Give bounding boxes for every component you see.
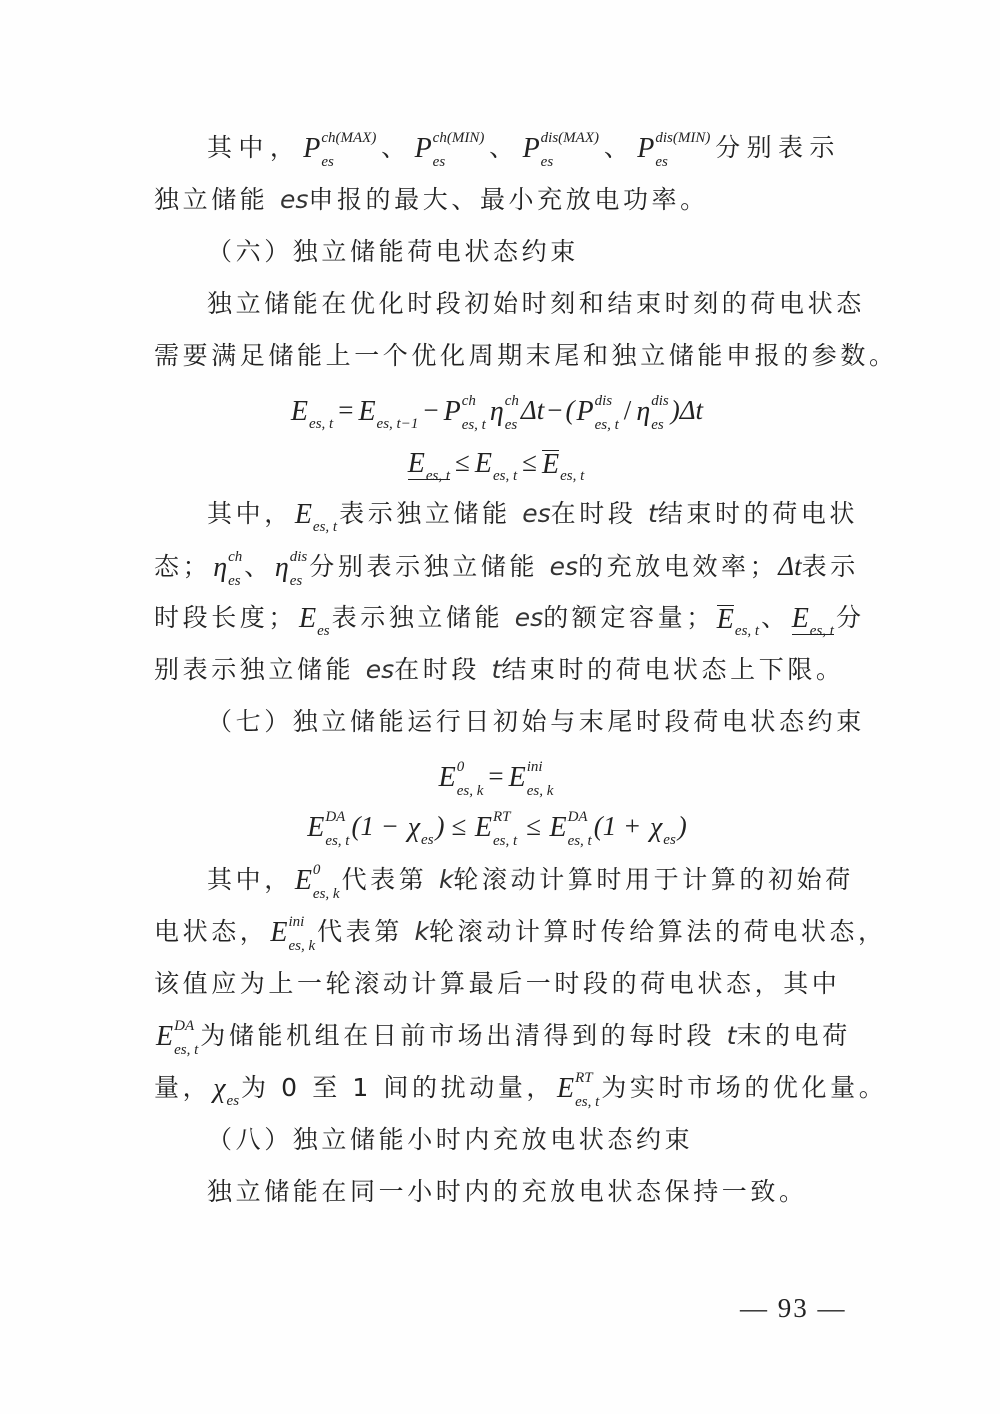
math-scripts bbox=[655, 130, 711, 170]
math-symbol bbox=[791, 602, 834, 639]
text-line bbox=[154, 1068, 888, 1110]
math-variable: es bbox=[522, 499, 551, 528]
math-base: E bbox=[508, 762, 526, 793]
math-operator: ≤ bbox=[522, 447, 537, 477]
math-scripts bbox=[425, 449, 451, 484]
math-superscript bbox=[227, 1071, 240, 1085]
text-line bbox=[154, 756, 838, 799]
math-expression: ) ≤ bbox=[435, 811, 473, 841]
text-line bbox=[154, 1172, 838, 1212]
math-symbol bbox=[443, 393, 486, 433]
math-symbol bbox=[274, 549, 308, 589]
math-scripts bbox=[526, 759, 554, 799]
math-base: E bbox=[438, 762, 456, 793]
math-base: χ bbox=[649, 812, 663, 843]
text-line bbox=[154, 336, 898, 376]
text-run: 、 bbox=[761, 603, 790, 632]
math-variable: t bbox=[648, 499, 658, 528]
math-operator: ≤ bbox=[455, 447, 470, 477]
text-run: 、 bbox=[601, 133, 636, 162]
text-line bbox=[154, 598, 865, 639]
math-variable: es bbox=[514, 603, 544, 632]
math-base: P bbox=[576, 396, 594, 427]
text-run: （六）独立储能荷电状态约束 bbox=[207, 237, 579, 266]
text-run: 轮滚动计算时用于计算的初始荷 bbox=[453, 865, 854, 894]
math-symbol bbox=[489, 393, 519, 433]
math-symbol bbox=[508, 759, 554, 799]
math-subscript: es bbox=[228, 573, 241, 589]
math-operator: = bbox=[488, 761, 504, 791]
math-scripts bbox=[289, 549, 308, 589]
math-scripts bbox=[594, 393, 619, 433]
math-scripts bbox=[432, 130, 485, 170]
text-run: 、 bbox=[486, 133, 521, 162]
math-scripts bbox=[321, 130, 377, 170]
math-operator: / bbox=[623, 395, 632, 425]
text-run: 结束时的荷电状 bbox=[657, 499, 859, 528]
text-run: 代表第 bbox=[317, 917, 415, 946]
math-superscript bbox=[421, 810, 434, 824]
math-superscript: 0 bbox=[312, 862, 321, 878]
math-subscript: es, t bbox=[594, 417, 619, 433]
math-scripts bbox=[325, 809, 350, 849]
math-subscript: es, t bbox=[312, 519, 338, 535]
text-run: 为 0 至 1 间的扰动量， bbox=[241, 1073, 556, 1102]
math-base: P bbox=[637, 133, 655, 164]
math-superscript: DA bbox=[325, 809, 346, 825]
text-run: 分别表示独立储能 bbox=[309, 552, 550, 581]
math-base: P bbox=[443, 396, 461, 427]
text-line bbox=[154, 180, 838, 220]
math-superscript bbox=[735, 601, 759, 615]
math-superscript: ch bbox=[461, 393, 476, 409]
math-scripts bbox=[663, 813, 676, 848]
math-variable: k bbox=[438, 865, 454, 894]
math-variable: es bbox=[549, 552, 579, 581]
math-base: η bbox=[636, 396, 651, 427]
text-run: （七）独立储能运行日初始与末尾时段荷电状态约束 bbox=[207, 707, 865, 736]
math-superscript: ch(MIN) bbox=[432, 130, 485, 146]
math-base: P bbox=[522, 133, 540, 164]
math-scripts bbox=[376, 397, 419, 432]
math-superscript bbox=[426, 446, 450, 460]
math-symbol bbox=[716, 603, 760, 639]
math-symbol bbox=[270, 914, 316, 954]
text-run: 分 bbox=[835, 603, 865, 632]
math-subscript: es, t bbox=[325, 833, 350, 849]
math-superscript: ch bbox=[504, 393, 519, 409]
math-scripts bbox=[174, 1018, 199, 1058]
math-subscript: es, t bbox=[309, 416, 334, 432]
math-expression: (1 + bbox=[593, 811, 648, 841]
math-superscript: ch bbox=[228, 549, 243, 565]
math-expression: )Δt bbox=[670, 395, 704, 425]
text-line bbox=[154, 284, 865, 324]
math-subscript: es bbox=[317, 623, 330, 639]
text-run: 其中， bbox=[207, 499, 293, 528]
math-subscript: es bbox=[663, 832, 676, 848]
text-line bbox=[154, 546, 859, 589]
math-symbol bbox=[290, 396, 334, 432]
math-variable: k bbox=[414, 917, 430, 946]
math-base: E bbox=[290, 396, 309, 427]
text-line bbox=[154, 1120, 838, 1160]
math-superscript bbox=[313, 497, 337, 511]
math-subscript: es bbox=[504, 417, 518, 433]
math-base: η bbox=[274, 552, 289, 583]
math-expression: ( bbox=[565, 395, 575, 425]
math-expression: Δt bbox=[778, 551, 802, 581]
math-base: P bbox=[414, 133, 432, 164]
math-superscript bbox=[560, 446, 584, 460]
math-scripts bbox=[540, 130, 599, 170]
text-line bbox=[154, 806, 838, 849]
math-superscript: dis bbox=[651, 393, 669, 409]
math-subscript: es, k bbox=[526, 783, 554, 799]
math-subscript: es, k bbox=[456, 783, 484, 799]
page-number: — 93 — bbox=[740, 1293, 847, 1323]
math-base: E bbox=[270, 917, 288, 948]
math-symbol bbox=[213, 1073, 240, 1109]
text-run: 的充放电效率； bbox=[578, 552, 779, 581]
math-subscript: es bbox=[432, 154, 446, 170]
text-run: 为实时市场的优化量。 bbox=[601, 1073, 888, 1102]
math-base: E bbox=[307, 812, 325, 843]
math-expression: ≤ bbox=[519, 811, 548, 841]
math-subscript: es, t bbox=[575, 1094, 600, 1110]
math-subscript: es, t−1 bbox=[376, 416, 419, 432]
math-scripts bbox=[651, 393, 669, 433]
math-superscript bbox=[309, 394, 333, 408]
math-base: χ bbox=[407, 812, 421, 843]
text-line bbox=[154, 912, 887, 954]
math-superscript: RT bbox=[575, 1070, 593, 1086]
text-line bbox=[154, 390, 838, 433]
text-line bbox=[154, 128, 838, 168]
math-scripts bbox=[492, 809, 518, 849]
math-base: E bbox=[557, 1073, 575, 1104]
math-superscript: dis(MAX) bbox=[540, 130, 599, 146]
math-subscript: es bbox=[226, 1093, 240, 1109]
math-subscript: es bbox=[655, 154, 668, 170]
text-run: 末的电荷 bbox=[736, 1021, 851, 1050]
math-scripts bbox=[734, 604, 760, 639]
math-symbol bbox=[438, 759, 484, 799]
math-subscript: es, t bbox=[425, 467, 451, 484]
math-base: χ bbox=[213, 1073, 226, 1104]
math-subscript: es, t bbox=[809, 622, 834, 639]
math-subscript: es, t bbox=[492, 833, 518, 849]
text-run: 独立储能在同一小时内的充放电状态保持一致。 bbox=[207, 1177, 808, 1206]
math-superscript: ch(MAX) bbox=[321, 130, 377, 146]
math-scripts bbox=[461, 393, 486, 433]
text-run: 在时段 bbox=[550, 499, 649, 528]
math-base: E bbox=[474, 812, 492, 843]
math-subscript: es, t bbox=[174, 1042, 199, 1058]
text-run: 电状态， bbox=[154, 917, 269, 946]
text-run: 、 bbox=[378, 133, 413, 162]
math-subscript: es, t bbox=[560, 468, 585, 484]
math-base: P bbox=[303, 133, 321, 164]
math-symbol bbox=[541, 448, 585, 484]
math-scripts bbox=[228, 549, 243, 589]
text-line bbox=[154, 232, 838, 272]
math-scripts bbox=[456, 759, 484, 799]
math-operator: − bbox=[423, 395, 439, 425]
math-superscript: dis bbox=[289, 549, 308, 565]
math-variable: t bbox=[726, 1021, 737, 1050]
math-symbol bbox=[213, 549, 243, 589]
text-run: 表示独立储能 bbox=[339, 499, 523, 528]
math-base: E bbox=[294, 499, 312, 530]
math-operator: = bbox=[338, 395, 354, 425]
math-symbol bbox=[303, 130, 377, 170]
math-variable: t bbox=[491, 655, 502, 684]
math-scripts bbox=[317, 604, 330, 639]
math-superscript: DA bbox=[174, 1018, 195, 1034]
math-subscript: es bbox=[289, 573, 303, 589]
math-symbol bbox=[307, 809, 350, 849]
math-scripts bbox=[575, 1070, 600, 1110]
text-line bbox=[154, 494, 859, 535]
math-scripts bbox=[560, 449, 585, 484]
text-run: 其中， bbox=[207, 865, 293, 894]
text-run: 为储能机组在日前市场出清得到的每时段 bbox=[200, 1021, 727, 1050]
text-line bbox=[154, 964, 841, 1004]
math-symbol bbox=[414, 130, 485, 170]
text-run: 表示 bbox=[801, 552, 859, 581]
math-subscript: es, t bbox=[492, 468, 518, 484]
math-expression: ) bbox=[677, 811, 687, 841]
text-run: 申报的最大、最小充放电功率。 bbox=[308, 185, 709, 214]
text-run: 的额定容量； bbox=[543, 603, 715, 632]
text-run: 该值应为上一轮滚动计算最后一时段的荷电状态，其中 bbox=[154, 969, 841, 998]
math-symbol bbox=[637, 130, 711, 170]
text-run: 轮滚动计算时传给算法的荷电状态， bbox=[429, 917, 887, 946]
text-run: 时段长度； bbox=[154, 603, 298, 632]
math-subscript: es bbox=[540, 154, 554, 170]
math-symbol bbox=[474, 809, 518, 849]
math-scripts bbox=[312, 862, 340, 902]
math-superscript: ini bbox=[526, 759, 543, 775]
math-subscript: es, t bbox=[734, 623, 760, 639]
math-base: η bbox=[213, 552, 228, 583]
text-run: 代表第 bbox=[341, 865, 439, 894]
text-run: 独立储能 bbox=[154, 185, 280, 214]
math-scripts bbox=[504, 393, 519, 433]
math-base: E bbox=[474, 448, 492, 479]
math-base: E bbox=[299, 603, 317, 634]
text-run: 别表示独立储能 bbox=[154, 655, 366, 684]
math-symbol bbox=[294, 499, 338, 535]
math-base: E bbox=[358, 396, 376, 427]
math-variable: es bbox=[365, 655, 395, 684]
math-symbol bbox=[407, 447, 451, 484]
math-expression: (1 − bbox=[351, 811, 406, 841]
math-superscript bbox=[317, 601, 330, 615]
text-run: 表示独立储能 bbox=[331, 603, 515, 632]
math-subscript: es, t bbox=[461, 417, 486, 433]
text-line bbox=[154, 650, 845, 690]
math-base: E bbox=[294, 865, 312, 896]
text-run: 量， bbox=[154, 1073, 212, 1102]
text-line bbox=[154, 702, 865, 742]
math-base: E bbox=[407, 447, 425, 479]
math-scripts bbox=[809, 604, 834, 639]
math-superscript bbox=[493, 446, 517, 460]
math-symbol bbox=[299, 603, 330, 639]
math-base: η bbox=[489, 396, 504, 427]
math-scripts bbox=[567, 809, 592, 849]
math-subscript: es, t bbox=[567, 833, 592, 849]
math-superscript: DA bbox=[567, 809, 588, 825]
math-superscript: 0 bbox=[456, 759, 465, 775]
text-run: 其中， bbox=[207, 133, 302, 162]
math-symbol bbox=[407, 812, 434, 848]
text-run: 分别表示 bbox=[712, 133, 838, 162]
text-run: （八）独立储能小时内充放电状态约束 bbox=[207, 1125, 694, 1154]
math-symbol bbox=[557, 1070, 600, 1110]
math-symbol bbox=[156, 1018, 199, 1058]
math-subscript: es, k bbox=[288, 938, 316, 954]
math-expression: Δt bbox=[520, 395, 545, 425]
math-symbol bbox=[358, 396, 419, 432]
math-superscript: RT bbox=[492, 809, 511, 825]
text-run: 结束时的荷电状态上下限。 bbox=[501, 655, 845, 684]
text-line bbox=[154, 1016, 851, 1058]
math-scripts bbox=[309, 397, 334, 432]
math-symbol bbox=[576, 393, 619, 433]
text-run: 需要满足储能上一个优化周期末尾和独立储能申报的参数。 bbox=[154, 341, 898, 370]
math-symbol bbox=[636, 393, 669, 433]
math-subscript: es, k bbox=[312, 886, 340, 902]
math-operator: − bbox=[547, 395, 563, 425]
math-subscript: es bbox=[651, 417, 664, 433]
math-superscript bbox=[663, 810, 676, 824]
math-base: E bbox=[716, 603, 734, 635]
math-superscript: dis(MIN) bbox=[655, 130, 711, 146]
math-superscript bbox=[377, 394, 419, 408]
math-base: E bbox=[549, 812, 567, 843]
math-base: E bbox=[156, 1021, 174, 1052]
math-symbol bbox=[522, 130, 599, 170]
text-line bbox=[154, 860, 854, 902]
text-line bbox=[154, 442, 838, 482]
math-scripts bbox=[312, 500, 338, 535]
math-base: E bbox=[541, 448, 560, 480]
text-run: 、 bbox=[244, 552, 273, 581]
math-superscript: ini bbox=[288, 914, 305, 930]
text-run: 独立储能在优化时段初始时刻和结束时刻的荷电状态 bbox=[207, 289, 865, 318]
math-superscript bbox=[810, 601, 834, 615]
math-symbol bbox=[474, 448, 518, 484]
math-scripts bbox=[288, 914, 316, 954]
math-symbol bbox=[549, 809, 592, 849]
math-subscript: es bbox=[321, 154, 334, 170]
math-variable: es bbox=[279, 185, 309, 214]
math-scripts bbox=[226, 1074, 240, 1109]
text-run: 在时段 bbox=[394, 655, 492, 684]
text-run: 态； bbox=[154, 552, 212, 581]
math-scripts bbox=[492, 449, 518, 484]
math-scripts bbox=[421, 813, 434, 848]
math-symbol bbox=[649, 812, 676, 848]
math-base: E bbox=[791, 602, 809, 634]
math-superscript: dis bbox=[594, 393, 613, 409]
math-subscript: es bbox=[421, 832, 434, 848]
math-symbol bbox=[294, 862, 340, 902]
